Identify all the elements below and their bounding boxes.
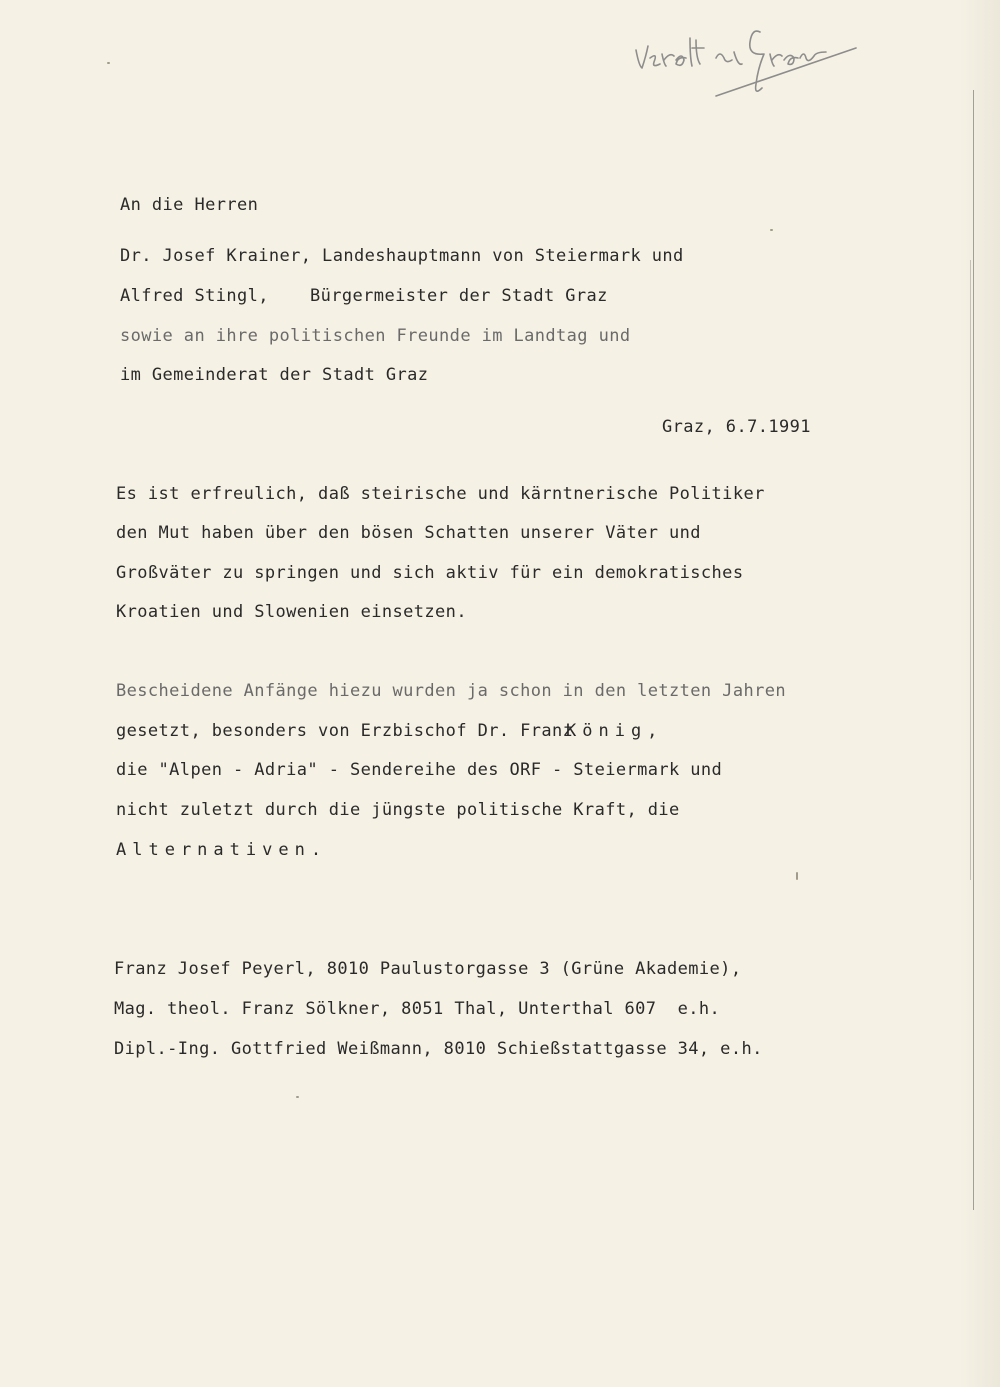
letter-date: Graz, 6.7.1991 [662,417,811,437]
paragraph-2-line-3: die "Alpen - Adria" - Sendereihe des ORF - Steiermark und [116,760,723,780]
signatory-3: Dipl.-Ing. Gottfried Weißmann, 8010 Schießstattgasse 34, e.h. [114,1039,763,1059]
paragraph-1-line-4: Kroatien und Slowenien einsetzen. [116,602,467,622]
paragraph-2-line-2: gesetzt, besonders von Erzbischof Dr. Franz [116,721,574,741]
paragraph-2-line-1: Bescheidene Anfänge hiezu wurden ja schon in den letzten Jahren [116,681,786,701]
handwritten-note-text [630,18,631,19]
signatory-2: Mag. theol. Franz Sölkner, 8051 Thal, Unterthal 607 e.h. [114,999,721,1019]
addressee-line-1: Dr. Josef Krainer, Landeshauptmann von Steiermark und [120,246,684,266]
paragraph-1-line-3: Großväter zu springen und sich aktiv für ein demokratisches [116,563,744,583]
salutation: An die Herren [120,195,259,215]
handwritten-note-scribble [630,18,870,108]
paper-speck [770,229,773,231]
paper-speck [296,1096,299,1098]
paper-speck [107,62,110,64]
addressee-name-stingl: Alfred Stingl, [120,286,269,306]
paragraph-2-name-koenig: König, [566,721,664,741]
paper-edge-shade [960,0,1000,1387]
signatory-1: Franz Josef Peyerl, 8010 Paulustorgasse 3 (Grüne Akademie), [114,959,742,979]
paragraph-2-line-5: Alternativen. [116,840,328,860]
paragraph-1-line-2: den Mut haben über den bösen Schatten unserer Väter und [116,523,701,543]
paper-edge-line [973,90,974,1210]
addressee-line-4: im Gemeinderat der Stadt Graz [120,365,429,385]
addressee-line-3: sowie an ihre politischen Freunde im Landtag und [120,326,631,346]
handwritten-note [630,18,870,108]
paper-edge-line-secondary [970,260,971,880]
paragraph-1-line-1: Es ist erfreulich, daß steirische und kärntnerische Politiker [116,484,765,504]
paragraph-2-line-4: nicht zuletzt durch die jüngste politische Kraft, die [116,800,680,820]
paper-speck [796,872,798,880]
addressee-title-stingl: Bürgermeister der Stadt Graz [310,286,608,306]
